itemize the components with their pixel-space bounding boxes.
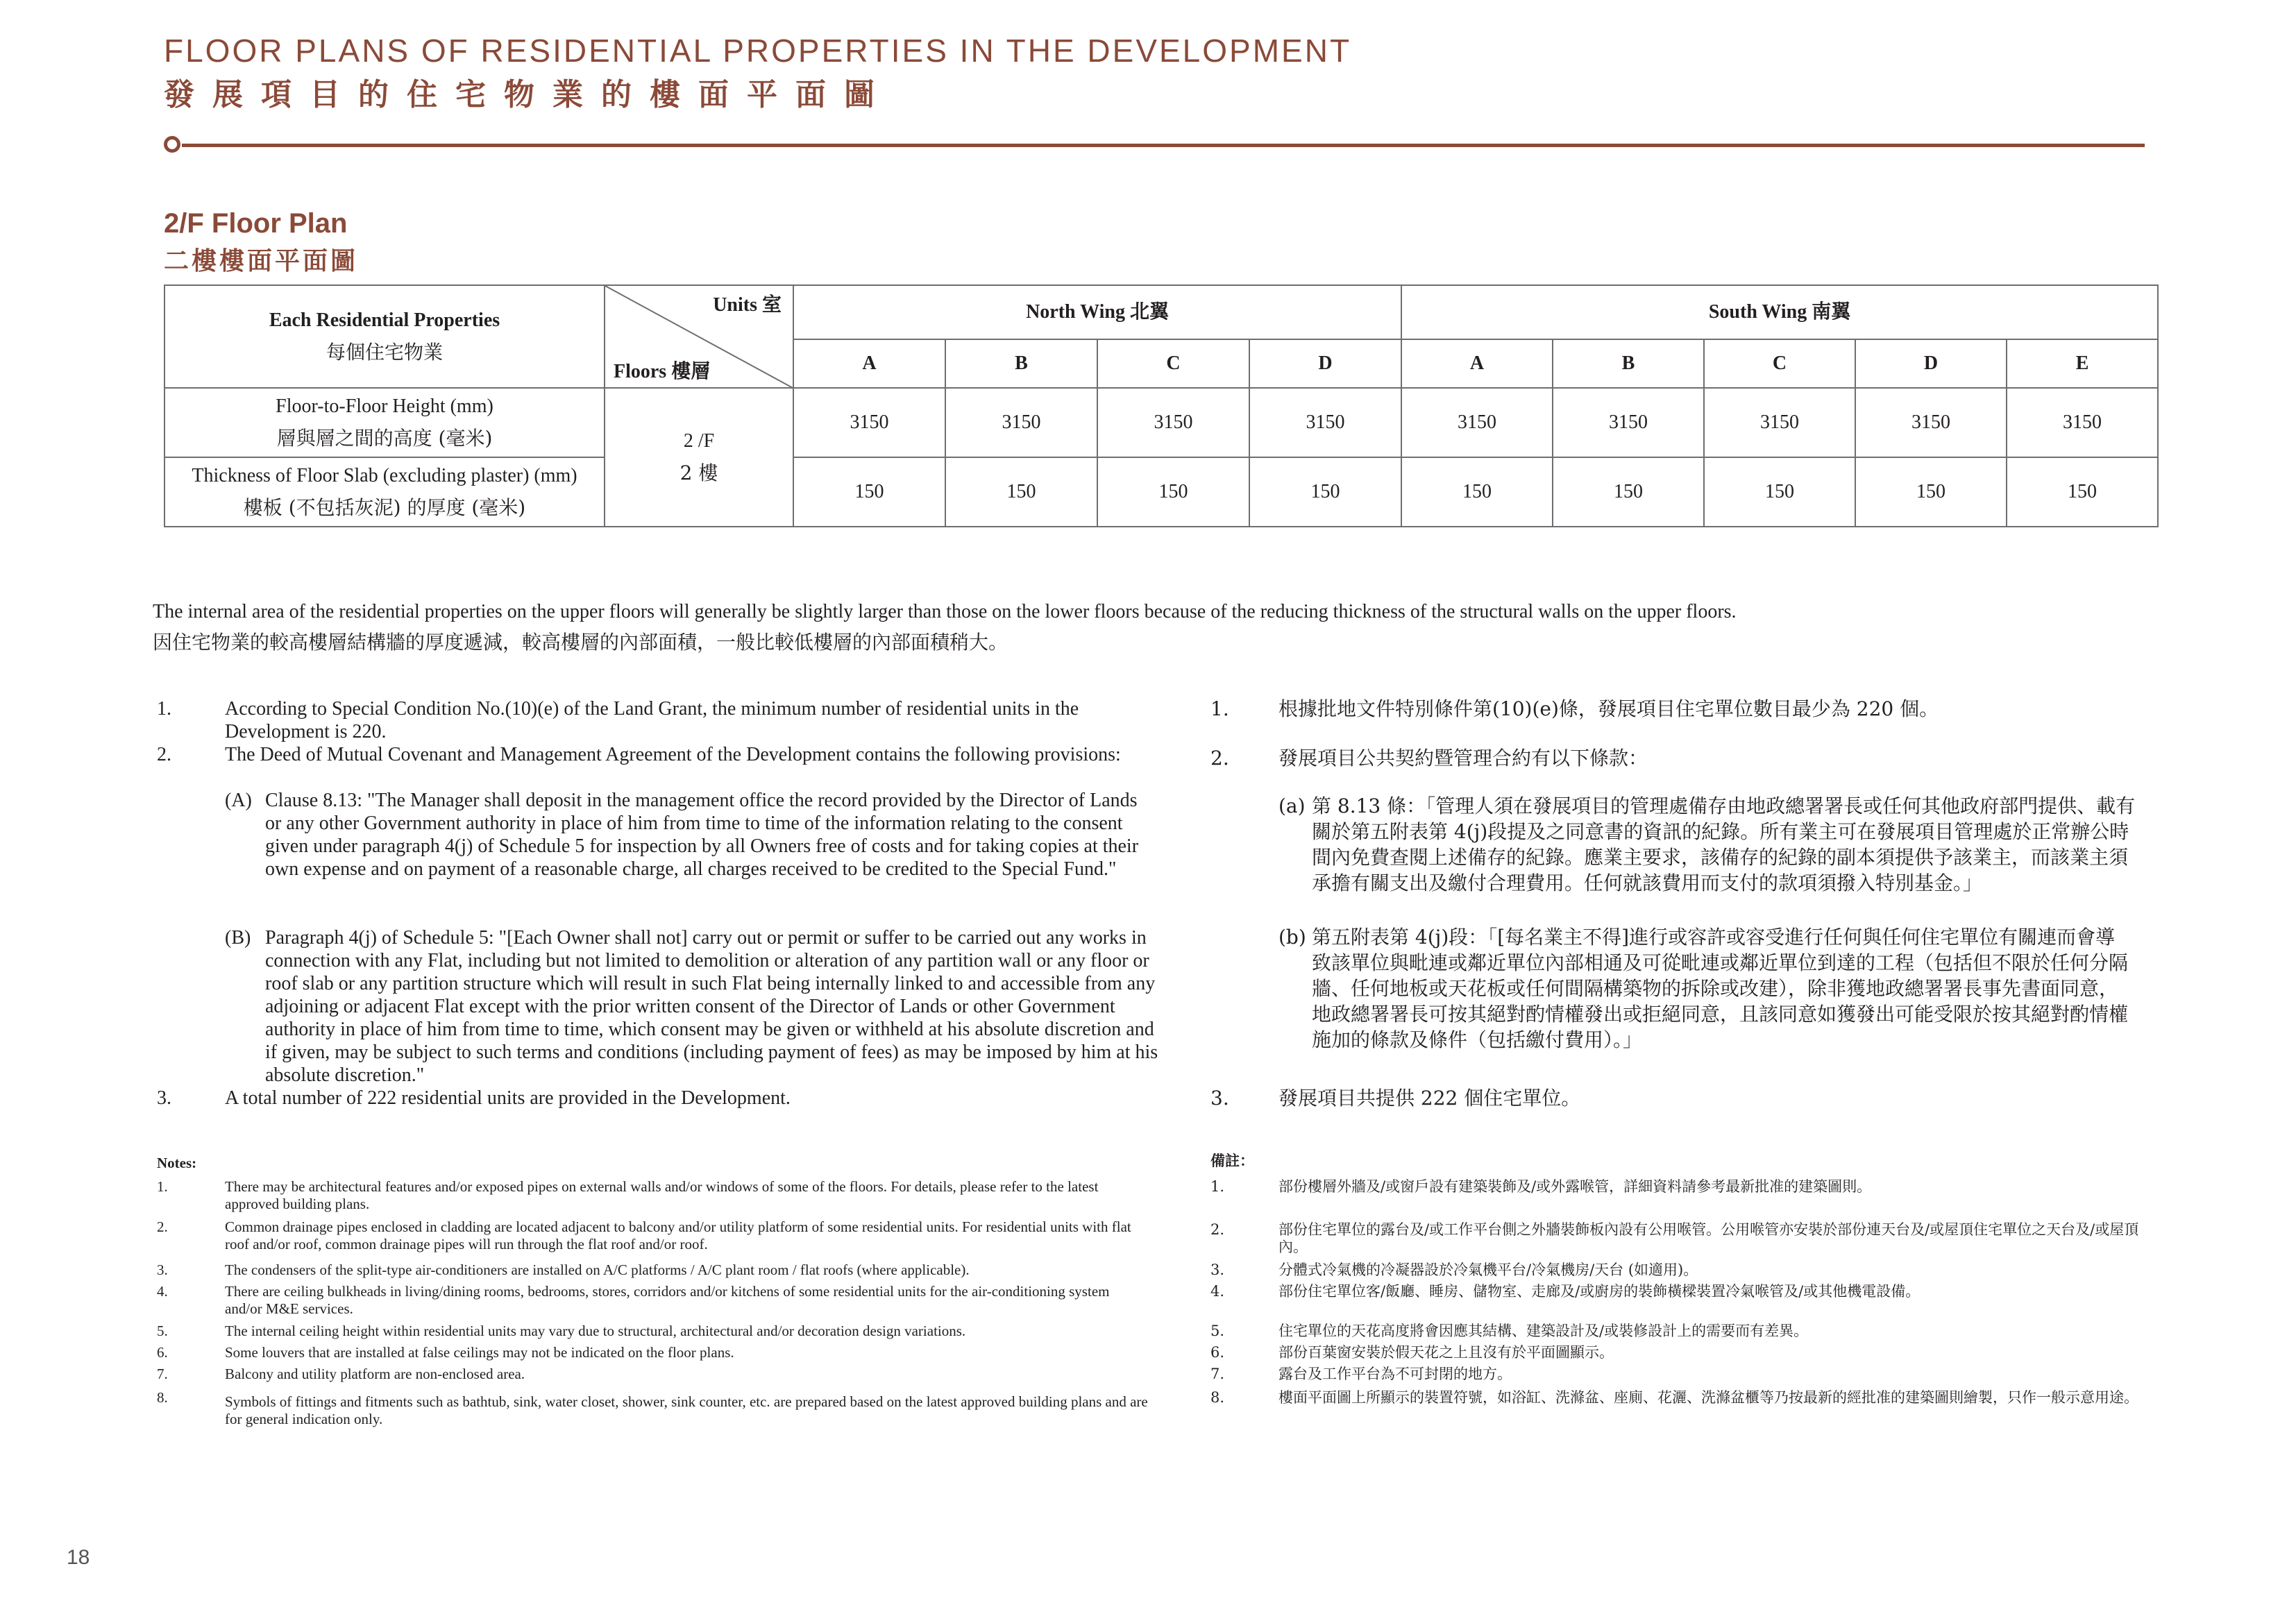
- floor-height-label-en: Floor-to-Floor Height (mm): [276, 396, 493, 417]
- slab-thickness-label-cell: [164, 457, 605, 527]
- condition-2-zh: 發展項目公共契約暨管理合約有以下條款：: [1278, 747, 1648, 770]
- clause-label: (a): [1278, 794, 1306, 817]
- note-number: 4.: [157, 1283, 168, 1300]
- note-3-en: The condensers of the split-type air-conditioners are installed on A/C platforms / A/C plant room / flat roofs (where applicable).: [225, 1261, 970, 1278]
- slab-value: 150: [945, 457, 1097, 527]
- note-5-en: The internal ceiling height within residential units may vary due to structural, architectural and/or decoration design variations.: [225, 1323, 966, 1339]
- condition-number: 2.: [1210, 747, 1229, 770]
- note-2-en: Common drainage pipes enclosed in cladding are located adjacent to balcony and/or utility platform of some residential units. For residential units with flat roof and/or roof, common drainage pipes will run through the flat roof and/or roof.: [225, 1218, 1131, 1252]
- slab-thickness-label-zh: 樓板 (不包括灰泥) 的厚度 (毫米): [243, 496, 526, 519]
- height-value: 3150: [1097, 388, 1249, 457]
- units-label: Units 室: [713, 294, 782, 316]
- clause-b-zh: 第五附表第 4(j)段：「[每名業主不得]進行或容許或容受進行任何與任何住宅單位有關連而會導致該單位與毗連或鄰近單位內部相通及可從毗連或鄰近單位到達的工程（包括但不限於任何分隔牆、任何地板或天花板或任何間隔構築物的拆除或改建），除非獲地政總署署長事先書面同意，地政總署署長可按其絕對酌情權發出或拒絕同意，且該同意如獲發出可能受限於按其絕對酌情權施加的條款及條件（包括繳付費用）。」: [1312, 926, 2129, 1051]
- note-number: 1.: [1210, 1178, 1225, 1195]
- note-number: 8.: [157, 1389, 168, 1406]
- notes-heading-zh: 備註：: [1210, 1152, 1254, 1169]
- note-number: 5.: [157, 1323, 168, 1339]
- condition-3-en: A total number of 222 residential units are provided in the Development.: [225, 1087, 791, 1109]
- note-number: 6.: [157, 1344, 168, 1361]
- north-wing-header: North Wing 北翼: [793, 285, 1401, 339]
- note-number: 5.: [1210, 1323, 1225, 1339]
- note-7-en: Balcony and utility platform are non-enclosed area.: [225, 1366, 525, 1382]
- note-2-zh: 部份住宅單位的露台及/或工作平台側之外牆裝飾板內設有公用喉管。公用喉管亦安裝於部份連天台及/或屋頂住宅單位之天台及/或屋頂內。: [1278, 1221, 2139, 1255]
- slab-value: 150: [2007, 457, 2158, 527]
- note-4-zh: 部份住宅單位客/飯廳、睡房、儲物室、走廊及/或廚房的裝飾橫樑裝置冷氣喉管及/或其他機電設備。: [1278, 1283, 1921, 1300]
- header-corner-cell: [164, 285, 605, 388]
- height-value: 3150: [1401, 388, 1553, 457]
- note-number: 2.: [157, 1218, 168, 1235]
- note-number: 6.: [1210, 1344, 1225, 1361]
- condition-1-zh: 根據批地文件特別條件第(10)(e)條，發展項目住宅單位數目最少為 220 個。: [1278, 697, 1939, 720]
- note-number: 2.: [1210, 1221, 1225, 1238]
- south-unit-b: B: [1553, 339, 1704, 388]
- note-number: 1.: [157, 1178, 168, 1195]
- south-unit-a: A: [1401, 339, 1553, 388]
- units-floors-diagonal-cell: [605, 285, 793, 388]
- note-3-zh: 分體式冷氣機的冷凝器設於冷氣機平台/冷氣機房/天台 (如適用)。: [1278, 1261, 1698, 1278]
- note-1-zh: 部份樓層外牆及/或窗戶設有建築裝飾及/或外露喉管，詳細資料請參考最新批准的建築圖則。: [1278, 1178, 1872, 1195]
- condition-number: 3.: [157, 1087, 171, 1109]
- clause-label: (b): [1278, 926, 1306, 949]
- note-number: 3.: [157, 1261, 168, 1278]
- condition-number: 1.: [1210, 697, 1229, 720]
- note-8-zh: 樓面平面圖上所顯示的裝置符號，如浴缸、洗滌盆、座廁、花灑、洗滌盆櫃等乃按最新的經批准的建築圖則繪製，只作一般示意用途。: [1278, 1389, 2138, 1406]
- condition-number: 1.: [157, 698, 171, 720]
- floor-height-label-zh: 層與層之間的高度 (毫米): [276, 427, 493, 450]
- slab-value: 150: [1855, 457, 2007, 527]
- clause-a-en: Clause 8.13: "The Manager shall deposit in the management office the record provided by the Director of Lands or any other Government authority in place of him from time to time of the information relating to the consent given under paragraph 4(j) of Schedule 5 for inspection by all Owners free of costs and for taking copies at their own expense and on payment of a reasonable charge, all charges received to be credited to the Special Fund.": [265, 790, 1139, 880]
- note-number: 3.: [1210, 1261, 1225, 1278]
- note-number: 7.: [157, 1366, 168, 1382]
- note-6-en: Some louvers that are installed at false ceilings may not be indicated on the floor plans.: [225, 1344, 734, 1361]
- height-value: 3150: [793, 388, 945, 457]
- note-4-en: There are ceiling bulkheads in living/dining rooms, bedrooms, stores, corridors and/or kitchens of some residential units for the air-conditioning system and/or M&E services.: [225, 1283, 1110, 1317]
- note-6-zh: 部份百葉窗安裝於假天花之上且沒有於平面圖顯示。: [1278, 1344, 1614, 1361]
- slab-value: 150: [1553, 457, 1704, 527]
- north-unit-c: C: [1097, 339, 1249, 388]
- note-number: 7.: [1210, 1366, 1225, 1382]
- slab-value: 150: [1097, 457, 1249, 527]
- page-number: 18: [67, 1546, 90, 1569]
- slab-value: 150: [1249, 457, 1401, 527]
- floor-height-table: [164, 284, 2159, 527]
- note-1-en: There may be architectural features and/or exposed pipes on external walls and/or windows of some of the floors. For details, please refer to the latest approved building plans.: [225, 1178, 1099, 1212]
- clause-a-zh: 第 8.13 條：「管理人須在發展項目的管理處備存由地政總署署長或任何其他政府部門提供、載有關於第五附表第 4(j)段提及之同意書的資訊的紀錄。所有業主可在發展項目管理處於正常辦公時間內免費查閱上述備存的紀錄。應業主要求，該備存的紀錄的副本須提供予該業主，而該業主須承擔有關支出及繳付合理費用。任何就該費用而支付的款項須撥入特別基金。」: [1312, 794, 2136, 894]
- slab-value: 150: [1704, 457, 1855, 527]
- height-value: 3150: [945, 388, 1097, 457]
- page-title-zh: 發展項目的住宅物業的樓面平面圖: [164, 77, 893, 112]
- height-value: 3150: [1855, 388, 2007, 457]
- height-value: 3150: [1249, 388, 1401, 457]
- slab-value: 150: [1401, 457, 1553, 527]
- height-value: 3150: [2007, 388, 2158, 457]
- condition-number: 2.: [157, 744, 171, 765]
- condition-2-en: The Deed of Mutual Covenant and Management Agreement of the Development contains the following provisions:: [225, 744, 1121, 765]
- floor-label-zh: 2 樓: [679, 461, 718, 484]
- floor-plan-title-en: 2/F Floor Plan: [164, 208, 348, 239]
- floors-label: Floors 樓層: [614, 361, 711, 382]
- note-5-zh: 住宅單位的天花高度將會因應其結構、建築設計及/或裝修設計上的需要而有差異。: [1278, 1323, 1809, 1339]
- south-unit-c: C: [1704, 339, 1855, 388]
- clause-b-en: Paragraph 4(j) of Schedule 5: "[Each Owner shall not] carry out or permit or suffer to be carried out any works in connection with any Flat, including but not limited to demolition or alteration of any partition wall or any floor or roof slab or any partition structure which will result in such Flat being internally linked to and accessible from any adjoining or adjacent Flat except with the prior written consent of the Director of Lands or other Government authority in place of him from time to time, which consent may be given or withheld at his absolute discretion and if given, may be subject to such terms and conditions (including payment of fees) as may be imposed by him at his absolute discretion.": [265, 927, 1158, 1086]
- south-unit-d: D: [1855, 339, 2007, 388]
- condition-1-en: According to Special Condition No.(10)(e) of the Land Grant, the minimum number of residential units in the Development is 220.: [225, 698, 1079, 742]
- page-title-en: FLOOR PLANS OF RESIDENTIAL PROPERTIES IN THE DEVELOPMENT: [164, 33, 1352, 69]
- clause-label: (B): [225, 927, 251, 949]
- internal-area-note-en: The internal area of the residential properties on the upper floors will generally be slightly larger than those on the lower floors because of the reducing thickness of the structural walls on the upper floors.: [153, 601, 1737, 622]
- south-unit-e: E: [2007, 339, 2158, 388]
- north-unit-b: B: [945, 339, 1097, 388]
- note-7-zh: 露台及工作平台為不可封閉的地方。: [1278, 1366, 1512, 1382]
- floor-height-label-cell: [164, 388, 605, 457]
- floor-cell: [605, 388, 793, 527]
- floor-label-en: 2 /F: [683, 430, 715, 452]
- height-value: 3150: [1704, 388, 1855, 457]
- header-rule-circle: [164, 136, 180, 153]
- header-rule-line: [182, 144, 2145, 147]
- note-number: 4.: [1210, 1283, 1225, 1300]
- slab-value: 150: [793, 457, 945, 527]
- south-wing-header: South Wing 南翼: [1401, 285, 2158, 339]
- corner-label-zh: 每個住宅物業: [326, 341, 443, 364]
- internal-area-note-zh: 因住宅物業的較高樓層結構牆的厚度遞減，較高樓層的內部面積，一般比較低樓層的內部面積稍大。: [153, 631, 1008, 654]
- clause-label: (A): [225, 790, 252, 811]
- north-unit-d: D: [1249, 339, 1401, 388]
- notes-heading-en: Notes:: [157, 1155, 197, 1171]
- floor-plan-title-zh: 二樓樓面平面圖: [164, 247, 359, 275]
- note-8-en: Symbols of fittings and fitments such as bathtub, sink, water closet, shower, sink counter, etc. are prepared based on the latest approved building plans and are for general indication only.: [225, 1393, 1148, 1427]
- note-number: 8.: [1210, 1389, 1225, 1406]
- height-value: 3150: [1553, 388, 1704, 457]
- condition-number: 3.: [1210, 1087, 1229, 1110]
- north-unit-a: A: [793, 339, 945, 388]
- corner-label-en: Each Residential Properties: [269, 309, 500, 331]
- slab-thickness-label-en: Thickness of Floor Slab (excluding plaster) (mm): [192, 465, 577, 486]
- condition-3-zh: 發展項目共提供 222 個住宅單位。: [1278, 1087, 1581, 1110]
